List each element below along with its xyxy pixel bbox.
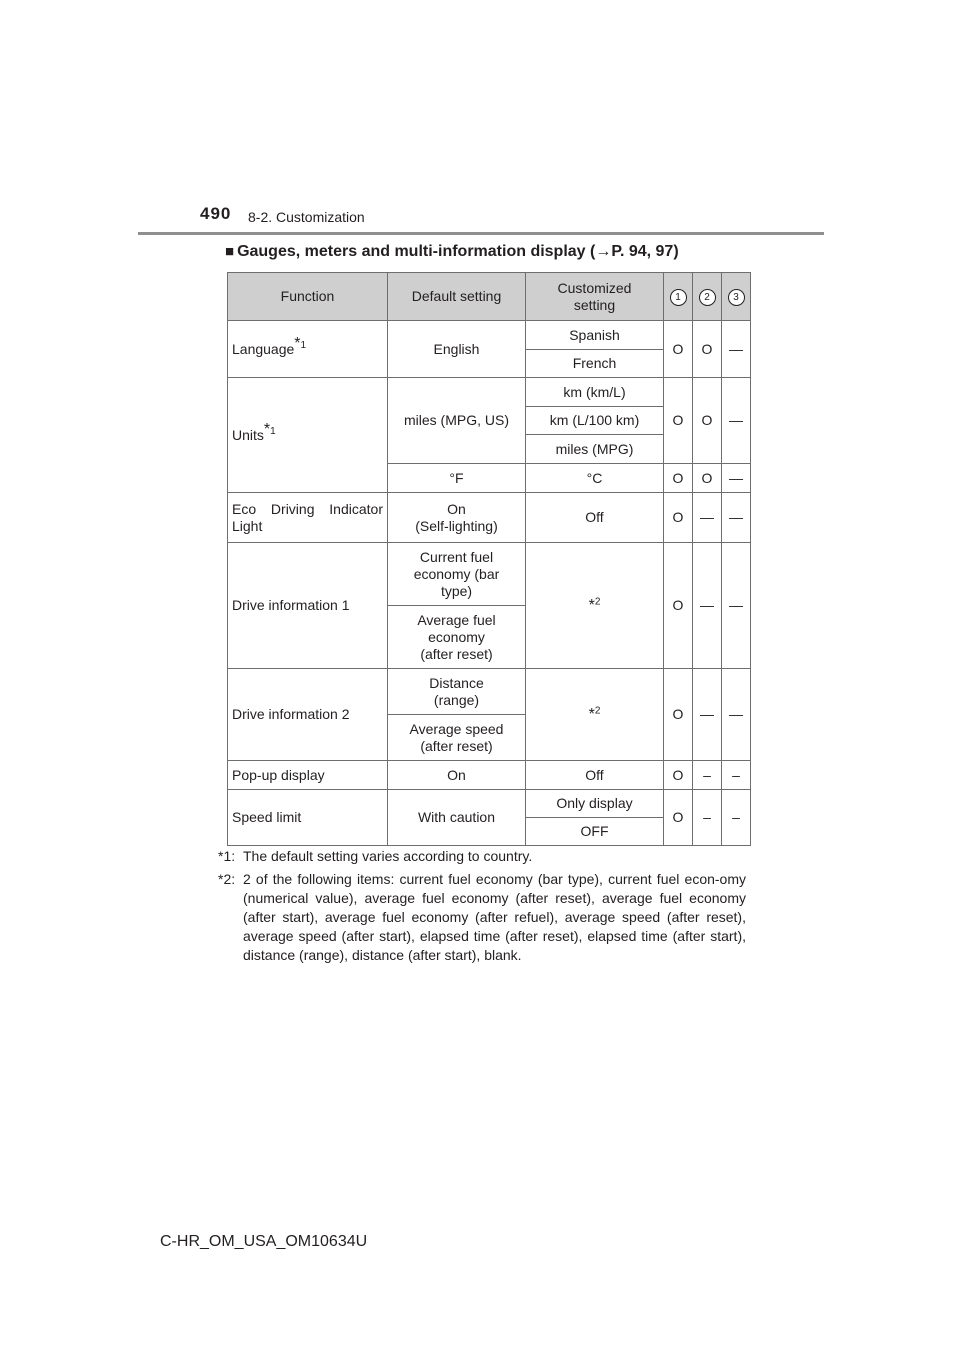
cell-popup-function: Pop-up display [228,761,388,790]
cell-temp-custom: °C [526,464,664,493]
header-rule [138,232,824,235]
header-function: Function [228,273,388,321]
header-col-3 [722,273,751,321]
arrow-icon: → [595,243,612,260]
table-row: Units$^{*1}$ miles (MPG, US) km (km/L) O O — [228,378,751,407]
circled-2-icon: 2 [699,289,716,306]
cell-units-option: km (L/100 km) [526,407,664,435]
cell-drive2-function: Drive information 2 [228,669,388,761]
cell-drive1-default: Average fuel economy (after reset) [388,606,526,669]
cell-speed-option: OFF [526,818,664,846]
page-number: 490 [200,204,232,223]
cell-drive1-custom: *$^2$ [526,543,664,669]
document-id: C-HR_OM_USA_OM10634U [160,1233,368,1250]
cell-drive1-function: Drive information 1 [228,543,388,669]
cell-speed-function: Speed limit [228,790,388,846]
cell-units-default: miles (MPG, US) [388,378,526,464]
cell-temp-default: °F [388,464,526,493]
page-reference: P. 94, 97) [611,243,679,260]
circled-1-icon: 1 [670,289,687,306]
settings-table [227,272,751,846]
header-col-1 [664,273,693,321]
cell-language-default: English [388,321,526,378]
cell-drive2-custom: *$^2$ [526,669,664,761]
cell-popup-default: On [388,761,526,790]
circled-3-icon: 3 [728,289,745,306]
footnote-2-marker: *2: [218,871,236,887]
header-col-2 [693,273,722,321]
header-default-setting: Default setting [388,273,526,321]
cell-eco-function: Eco Driving Indicator Light [228,493,388,543]
cell-units-function: Units$^{*1}$ [228,378,388,493]
cell-units-option: km (km/L) [526,378,664,407]
section-label: 8-2. Customization [248,209,365,225]
header-customized-setting: Customized setting [526,273,664,321]
cell-units-option: miles (MPG) [526,435,664,464]
section-heading [225,243,679,261]
footnote-1-text: The default setting varies according to country. [243,848,533,864]
table-row: Drive information 2 Distance (range) *$^2$ O — — [228,669,751,715]
square-bullet-icon: ■ [225,243,235,260]
table-header-row [228,273,751,321]
cell-popup-custom: Off [526,761,664,790]
table-row: Pop-up display On Off O – – [228,761,751,790]
cell-eco-custom: Off [526,493,664,543]
footnote-1 [218,847,746,866]
footnote-2-text: 2 of the following items: current fuel economy (bar type), current fuel econ-omy (numerical value), average fuel economy (after reset), average fuel economy (after start), average fuel economy (after refuel), average speed (after reset), average speed (after start), elapsed time (after reset), elapsed time (after start), distance (range), distance (after start), blank. [243,871,746,963]
footnote-2 [218,870,746,965]
cell-drive2-default: Average speed (after reset) [388,715,526,761]
table-row: Speed limit With caution Only display O – – [228,790,751,818]
table-row: °F °C O O — [228,464,751,493]
footnote-1-marker: *1: [218,848,236,864]
section-heading-text: Gauges, meters and multi-information display ( [237,243,596,260]
cell-eco-default: On (Self-lighting) [388,493,526,543]
cell-drive1-default: Current fuel economy (bar type) [388,543,526,606]
table-row: Drive information 1 Current fuel economy (bar type) *$^2$ O — — [228,543,751,606]
cell-language-option: French [526,350,664,378]
cell-speed-option: Only display [526,790,664,818]
cell-speed-default: With caution [388,790,526,846]
cell-language-option: Spanish [526,321,664,350]
table-row: Eco Driving Indicator Light On (Self-lighting) Off O — — [228,493,751,543]
table-row: Language$^{*1}$ English Spanish O O — [228,321,751,350]
cell-drive2-default: Distance (range) [388,669,526,715]
cell-language-function: Language$^{*1}$ [228,321,388,378]
